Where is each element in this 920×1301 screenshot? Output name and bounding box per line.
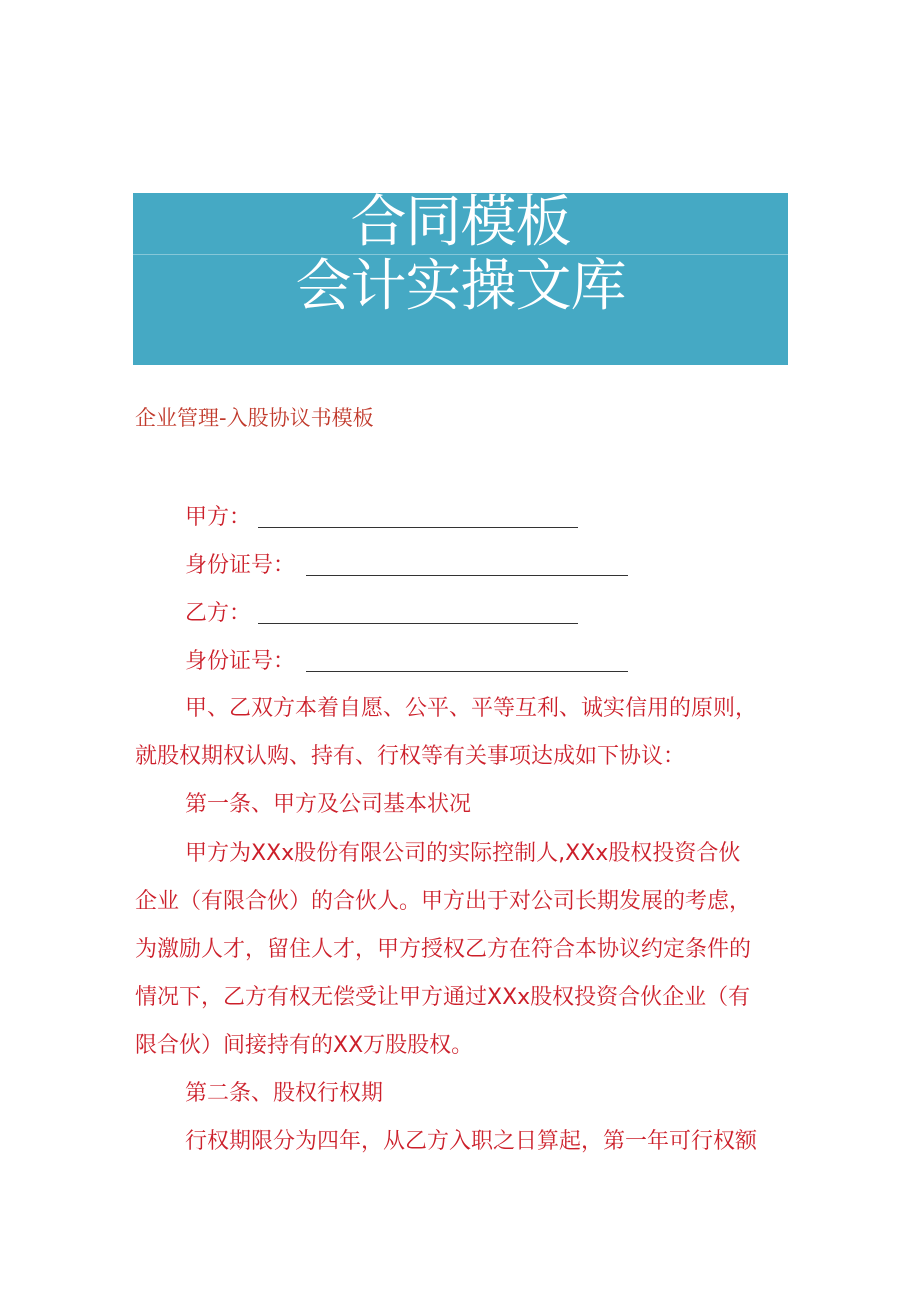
article-1-line-3: 为激励人才，留住人才，甲方授权乙方在符合本协议约定条件的 — [135, 937, 752, 962]
article-1-line-2: 企业（有限合伙）的合伙人。甲方出于对公司长期发展的考虑， — [135, 889, 752, 914]
party-b-field — [185, 599, 251, 633]
article-1-line-1: 甲方为XXx股份有限公司的实际控制人,XXx股权投资合伙 — [185, 841, 741, 866]
banner-title-line1: 合同模板 — [350, 190, 571, 255]
party-b-id-field — [185, 647, 295, 681]
party-a-id-label: 身份证号： — [185, 553, 296, 578]
article-2-line-1: 行权期限分为四年，从乙方入职之日算起，第一年可行权额 — [185, 1129, 758, 1154]
document-subtitle: 企业管理-入股协议书模板 — [135, 406, 374, 430]
intro-line-1: 甲、乙双方本着自愿、公平、平等互利、诚实信用的原则， — [185, 696, 758, 721]
party-b-label: 乙方： — [185, 601, 252, 626]
article-2-title: 第二条、股权行权期 — [185, 1081, 384, 1106]
party-a-id-field — [185, 551, 295, 585]
party-a-blank-line — [258, 527, 578, 528]
party-a-field — [185, 503, 251, 537]
party-a-label: 甲方： — [185, 505, 252, 530]
party-b-id-blank-line — [306, 671, 628, 672]
banner-title-line2: 会计实操文库 — [295, 254, 626, 319]
party-b-id-label: 身份证号： — [185, 649, 296, 674]
intro-line-2: 就股权期权认购、持有、行权等有关事项达成如下协议： — [135, 744, 686, 769]
article-1-line-5: 限合伙）间接持有的XX万股股权。 — [135, 1033, 474, 1058]
article-1-title: 第一条、甲方及公司基本状况 — [185, 792, 472, 817]
party-b-blank-line — [258, 623, 578, 624]
title-banner — [133, 190, 788, 365]
party-a-id-blank-line — [306, 575, 628, 576]
article-1-line-4: 情况下，乙方有权无偿受让甲方通过XXx股权投资合伙企业（有 — [135, 985, 751, 1010]
